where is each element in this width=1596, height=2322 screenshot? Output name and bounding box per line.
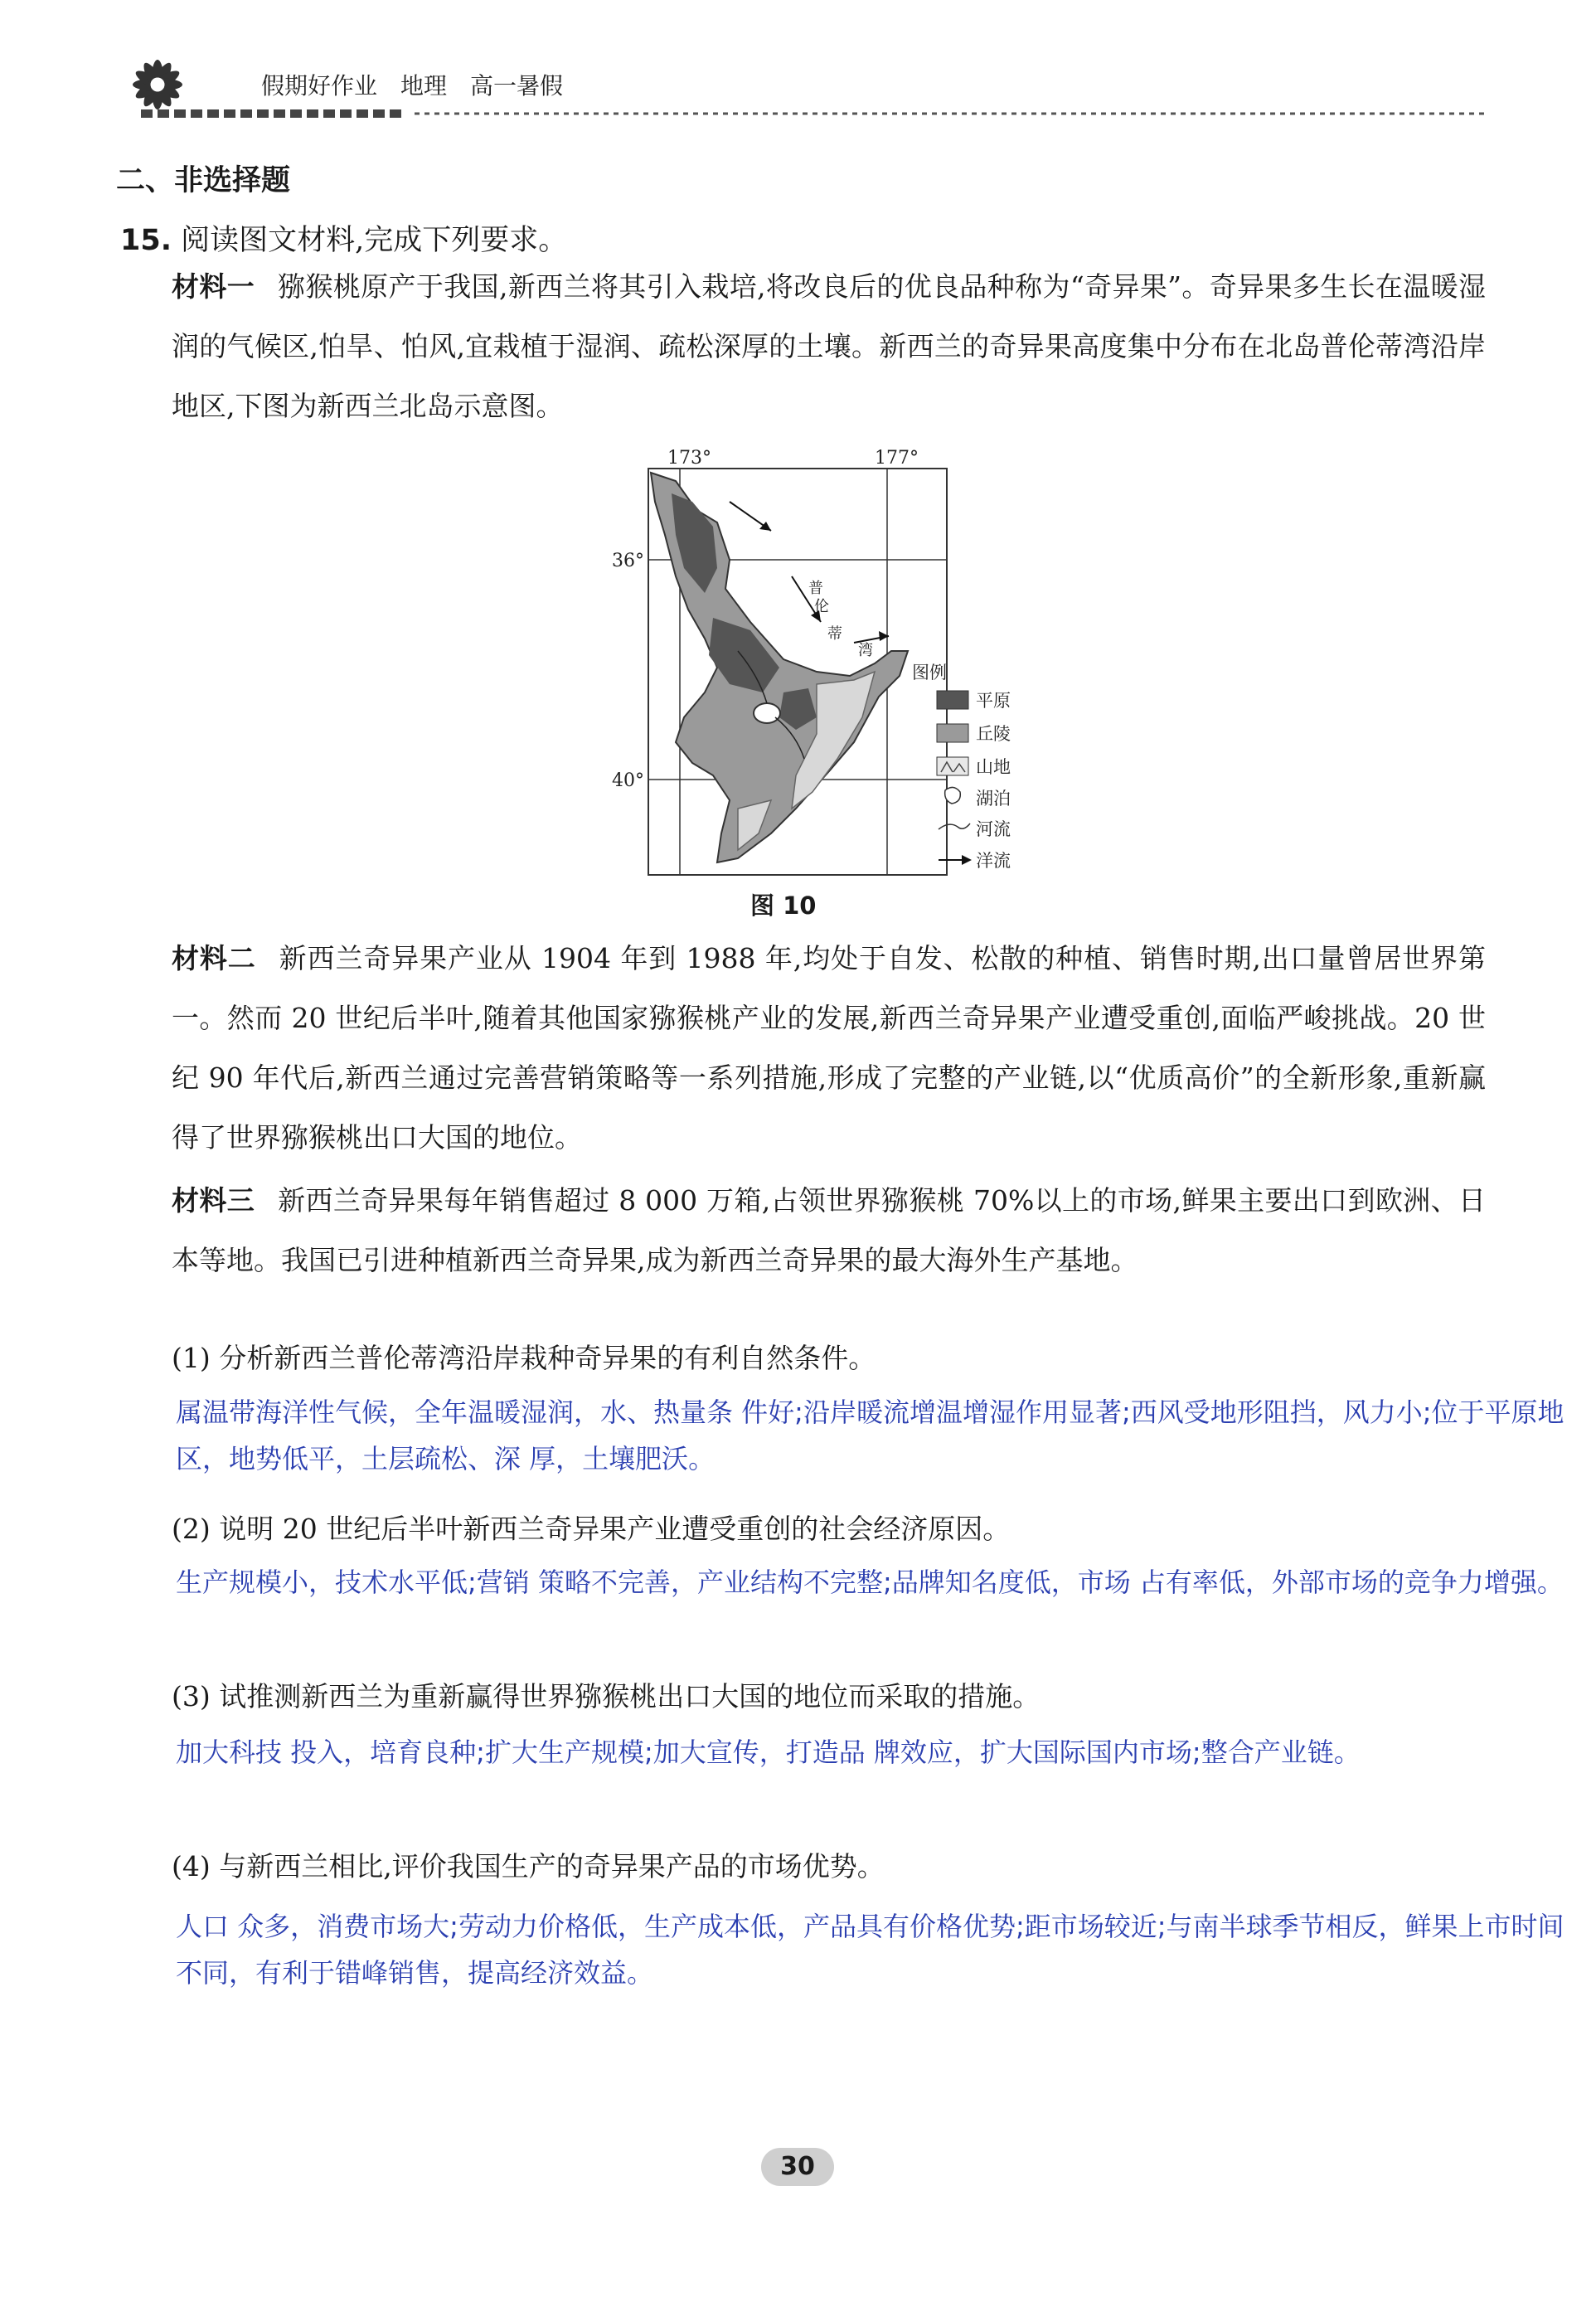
subquestion-1: (1) 分析新西兰普伦蒂湾沿岸栽种奇异果的有利自然条件。	[172, 1342, 876, 1374]
header-divider	[141, 108, 1484, 119]
question-15	[120, 217, 567, 259]
legend-label-hill: 丘陵	[976, 724, 1011, 744]
legend-label-river: 河流	[976, 819, 1011, 839]
legend-label-plain: 平原	[976, 691, 1011, 711]
legend-swatch-plain	[937, 691, 968, 709]
bay-label-char: 伦	[814, 598, 829, 615]
legend-label-mountain: 山地	[976, 757, 1011, 777]
subquestion-3: (3) 试推测新西兰为重新赢得世界猕猴桃出口大国的地位而采取的措施。	[172, 1680, 1041, 1712]
legend-title: 图例	[912, 663, 947, 683]
bay-label-char: 蒂	[827, 625, 842, 643]
legend-swatch-hill	[937, 724, 968, 742]
material-1	[172, 257, 1486, 436]
lon-label-173: 173°	[667, 448, 711, 469]
material-2-label: 材料二	[172, 942, 256, 974]
material-2-text: 新西兰奇异果产业从 1904 年到 1988 年,均处于自发、松散的种植、销售时期,出口量曾居世界第一。然而 20 世纪后半叶,随着其他国家猕猴桃产业的发展,新西兰奇异果产业遭受重创,面临严峻挑战。20 世纪 90 年代后,新西兰通过完善营销策略等一系列措施,形成了完整的产业链,以“优质高价”的全新形象,重新赢得了世界猕猴桃出口大国的地位。	[172, 942, 1487, 1154]
material-2	[172, 929, 1486, 1168]
material-1-label: 材料一	[172, 270, 255, 303]
answer-3: 加大科技 投入，培育良种;扩大生产规模;加大宣传，打造品 牌效应，扩大国际国内市场;整合产业链。	[176, 1737, 1361, 1768]
lake-taupo	[754, 703, 780, 723]
page-header	[108, 50, 1484, 124]
material-3	[172, 1171, 1486, 1290]
answer-1: 属温带海洋性气候，全年温暖湿润，水、热量条 件好;沿岸暖流增温增湿作用显著;西风受地形阻挡，风力小;位于平原地区，地势低平，土层疏松、深 厚，土壤肥沃。	[176, 1397, 1564, 1474]
current-symbol-icon	[962, 855, 972, 865]
answer-2: 生产规模小，技术水平低;营销 策略不完善，产业结构不完整;品牌知名度低，市场 占有率低，外部市场的竞争力增强。	[176, 1567, 1564, 1598]
subquestion-2: (2) 说明 20 世纪后半叶新西兰奇异果产业遭受重创的社会经济原因。	[172, 1513, 1011, 1545]
question-number: 15.	[120, 224, 172, 257]
section-title: 二、非选择题	[116, 164, 291, 197]
material-3-label: 材料三	[172, 1184, 255, 1217]
bay-label-char: 普	[808, 580, 823, 597]
lat-label-40: 40°	[612, 770, 644, 791]
page-number: 30	[761, 2148, 834, 2186]
material-3-text: 新西兰奇异果每年销售超过 8 000 万箱,占领世界猕猴桃 70%以上的市场,鲜果主要出口到欧洲、日本等地。我国已引进种植新西兰奇异果,成为新西兰奇异果的最大海外生产基地。	[172, 1184, 1486, 1276]
bay-label-char: 湾	[858, 642, 873, 659]
legend-label-lake: 湖泊	[976, 789, 1011, 809]
lake-symbol-icon	[945, 787, 961, 804]
subquestion-4: (4) 与新西兰相比,评价我国生产的奇异果产品的市场优势。	[172, 1850, 885, 1882]
answer-4: 人口 众多，消费市场大;劳动力价格低，生产成本低，产品具有价格优势;距市场较近;与南半球季节相反，鲜果上市时间不同，有利于错峰销售，提高经济效益。	[176, 1911, 1564, 1989]
legend-label-current: 洋流	[976, 851, 1011, 871]
lon-label-177: 177°	[875, 448, 919, 469]
legend-swatch-mountain	[937, 757, 968, 775]
material-1-text: 猕猴桃原产于我国,新西兰将其引入栽培,将改良后的优良品种称为“奇异果”。奇异果多生长在温暖湿润的气候区,怕旱、怕风,宜栽植于湿润、疏松深厚的土壤。新西兰的奇异果高度集中分布在北岛普伦蒂湾沿岸地区,下图为新西兰北岛示意图。	[172, 270, 1487, 422]
figure-caption: 图 10	[750, 891, 817, 920]
north-island-map	[605, 444, 1070, 883]
header-title: 假期好作业 地理 高一暑假	[261, 72, 564, 100]
question-prompt: 阅读图文材料,完成下列要求。	[181, 224, 568, 257]
lat-label-36: 36°	[612, 551, 644, 571]
